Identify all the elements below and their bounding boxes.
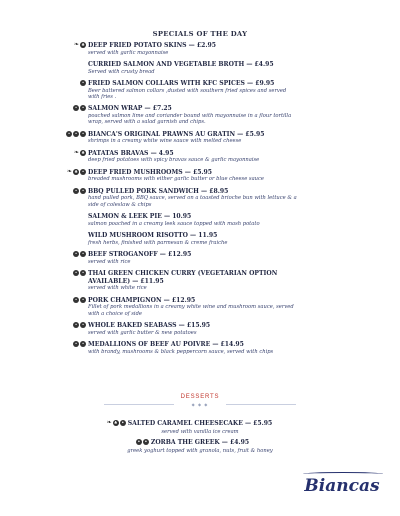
menu-item [88, 61, 298, 75]
dietary-icon: • [74, 105, 78, 111]
dietary-icon: • [137, 439, 141, 444]
menu-item-name: FRIED SALMON COLLARS WITH KFC SPICES — £9.95 [88, 80, 275, 87]
menu-item [81, 80, 298, 100]
vegetarian-icon: ♣ [113, 420, 118, 425]
menu-item [74, 341, 298, 355]
menu-item-name: CURRIED SALMON AND VEGETABLE BROTH — £4.95 [88, 61, 274, 68]
chili-icon: ❧ [106, 419, 112, 426]
menu-item [74, 251, 298, 265]
dessert-item-icons [107, 420, 126, 426]
dietary-icon: • [74, 187, 78, 193]
menu-item-icons [73, 270, 86, 276]
dietary-icon: • [74, 322, 78, 328]
dietary-icon: • [81, 341, 85, 347]
dessert-item-icons [136, 439, 149, 445]
dietary-icon: • [81, 296, 85, 302]
menu-item [74, 322, 298, 336]
menu-item [74, 270, 298, 292]
menu-item-name: SALMON WRAP — £7.25 [88, 105, 172, 113]
menu-item-description: shrimps in a creamy white wine sauce with melted cheese [88, 138, 242, 145]
vegetarian-icon: ♣ [81, 42, 85, 47]
menu-item-name: PATATAS BRAVAS — 4.95 [88, 149, 174, 157]
dietary-icon: • [74, 251, 78, 257]
menu-item-description: Served with crusty bread [88, 68, 155, 75]
menu-item-name: MEDALLIONS OF BEEF AU POIVRE — £14.95 [88, 341, 244, 349]
menu-item-name: THAI GREEN CHICKEN CURRY (VEGETARIAN OPTION AVAILABLE) — £11.95 [88, 270, 278, 285]
menu-item-name: BEEF STROGANOFF — £12.95 [88, 251, 192, 259]
dietary-icon: • [81, 80, 85, 85]
menu-item-name: WILD MUSHROOM RISOTTO — 11.95 [88, 232, 218, 240]
vegetarian-icon: ♣ [81, 149, 85, 155]
menu-item-description: served with garlic mayonnaise [88, 49, 169, 56]
dessert-item [0, 429, 400, 454]
dietary-icon: • [81, 105, 85, 111]
menu-item [88, 213, 298, 227]
menu-item-description: deep fried potatoes with spicy bravas sauce & garlic mayonnaise [88, 157, 260, 164]
menu-item-name: PORK CHAMPIGNON — £12.95 [88, 296, 196, 304]
menu-item-name: BBQ PULLED PORK SANDWICH — £8.95 [88, 187, 229, 195]
menu-item-icons [73, 297, 86, 303]
menu-item-description: poached salmon lime and coriander bound with mayonnaise in a flour tortilla wrap, served with a salad garnish and chips. [88, 113, 292, 126]
dietary-icon: • [74, 270, 78, 276]
menu-item-description: fresh herbs, finished with parmesan & creme fraiche [88, 239, 228, 246]
dessert-item-name [137, 439, 250, 447]
menu-item-icons [73, 188, 86, 194]
dietary-icon: • [74, 130, 78, 136]
menu-item [74, 187, 298, 208]
menu-item-description: served with rice [88, 258, 131, 265]
menu-item-description: Beer battered salmon collars ,dusted with southern fried spices and served with fries . [88, 87, 287, 100]
page-title: SPECIALS OF THE DAY [152, 30, 248, 38]
dietary-icon: • [81, 322, 85, 328]
dietary-icon: • [81, 168, 85, 174]
dietary-icon: • [81, 270, 85, 276]
menu-item [88, 232, 298, 246]
dietary-icon: • [121, 420, 124, 425]
dietary-icon: • [81, 187, 85, 193]
menu-item-name: DEEP FRIED MUSHROOMS — £5.95 [88, 168, 213, 176]
menu-item-name: SALMON & LEEK PIE — 10.95 [88, 213, 192, 221]
dessert-item-name [106, 419, 273, 428]
dessert-item-title: ZORBA THE GREEK — £4.95 [150, 439, 250, 446]
menu-item-icons [80, 80, 86, 86]
dessert-item-title: SALTED CARAMEL CHEESECAKE — £5.95 [127, 420, 273, 427]
menu-item [67, 130, 298, 145]
menu-item-name: WHOLE BAKED SEABASS — £15.95 [88, 322, 211, 330]
menu-item-name: DEEP FRIED POTATO SKINS — £2.95 [88, 42, 216, 49]
chili-icon: ❧ [74, 41, 80, 48]
menu-item-description: served with white rice [88, 285, 147, 292]
menu-item-icons [66, 131, 86, 137]
menu-item-description: hand pulled pork, BBQ sauce, served on a toasted brioche bun with lettuce & a side of coleslaw & chips [88, 195, 297, 208]
menu-item [67, 167, 298, 183]
menu-item-icons [73, 105, 86, 111]
dietary-icon: • [67, 130, 71, 136]
chili-icon: ❧ [74, 148, 80, 156]
menu-item-description: served with garlic butter & new potatoes [88, 329, 197, 336]
menu-item-icons [74, 42, 86, 48]
menu-item [74, 148, 298, 164]
dietary-icon: • [74, 296, 78, 302]
desserts-heading: DESSERTS [180, 394, 220, 400]
menu-item-icons [73, 322, 86, 328]
menu-item-icons [67, 169, 86, 175]
dietary-icon: • [74, 341, 78, 347]
dietary-icon: • [81, 130, 85, 136]
biancas-logo [299, 468, 385, 498]
dietary-icon: • [81, 251, 85, 257]
specials-list [0, 42, 400, 360]
menu-item-description: breaded mushrooms with either garlic butter or blue cheese sauce [88, 176, 264, 183]
logo-text: Biancas [304, 476, 380, 496]
desserts-divider-ornament: ◆ ◆ ◆ [191, 402, 209, 407]
menu-item-icons [73, 341, 86, 347]
menu-item-icons [73, 251, 86, 257]
dessert-item-description: greek yoghurt topped with granola, nuts, fruit & honey [127, 448, 273, 454]
menu-item-icons [74, 150, 86, 156]
menu-item-name: BIANCA'S ORIGINAL PRAWNS AU GRATIN — £5.95 [88, 130, 265, 138]
menu-item [74, 105, 298, 126]
chili-icon: ❧ [67, 167, 73, 175]
dessert-item-description: served with vanilla ice cream [161, 429, 239, 435]
menu-item-description: with brandy, mushrooms & black peppercorn sauce, served with chips [88, 348, 274, 355]
menu-item [74, 296, 298, 317]
menu-item-description: salmon poached in a creamy leek sauce topped with mash potato [88, 220, 260, 227]
menu-item [74, 41, 298, 56]
menu-item-description: Fillet of pork medallions in a creamy white wine and mushroom sauce, served with a choice of side [88, 304, 294, 317]
dietary-icon: • [144, 439, 148, 444]
vegetarian-icon: ♣ [74, 168, 78, 174]
